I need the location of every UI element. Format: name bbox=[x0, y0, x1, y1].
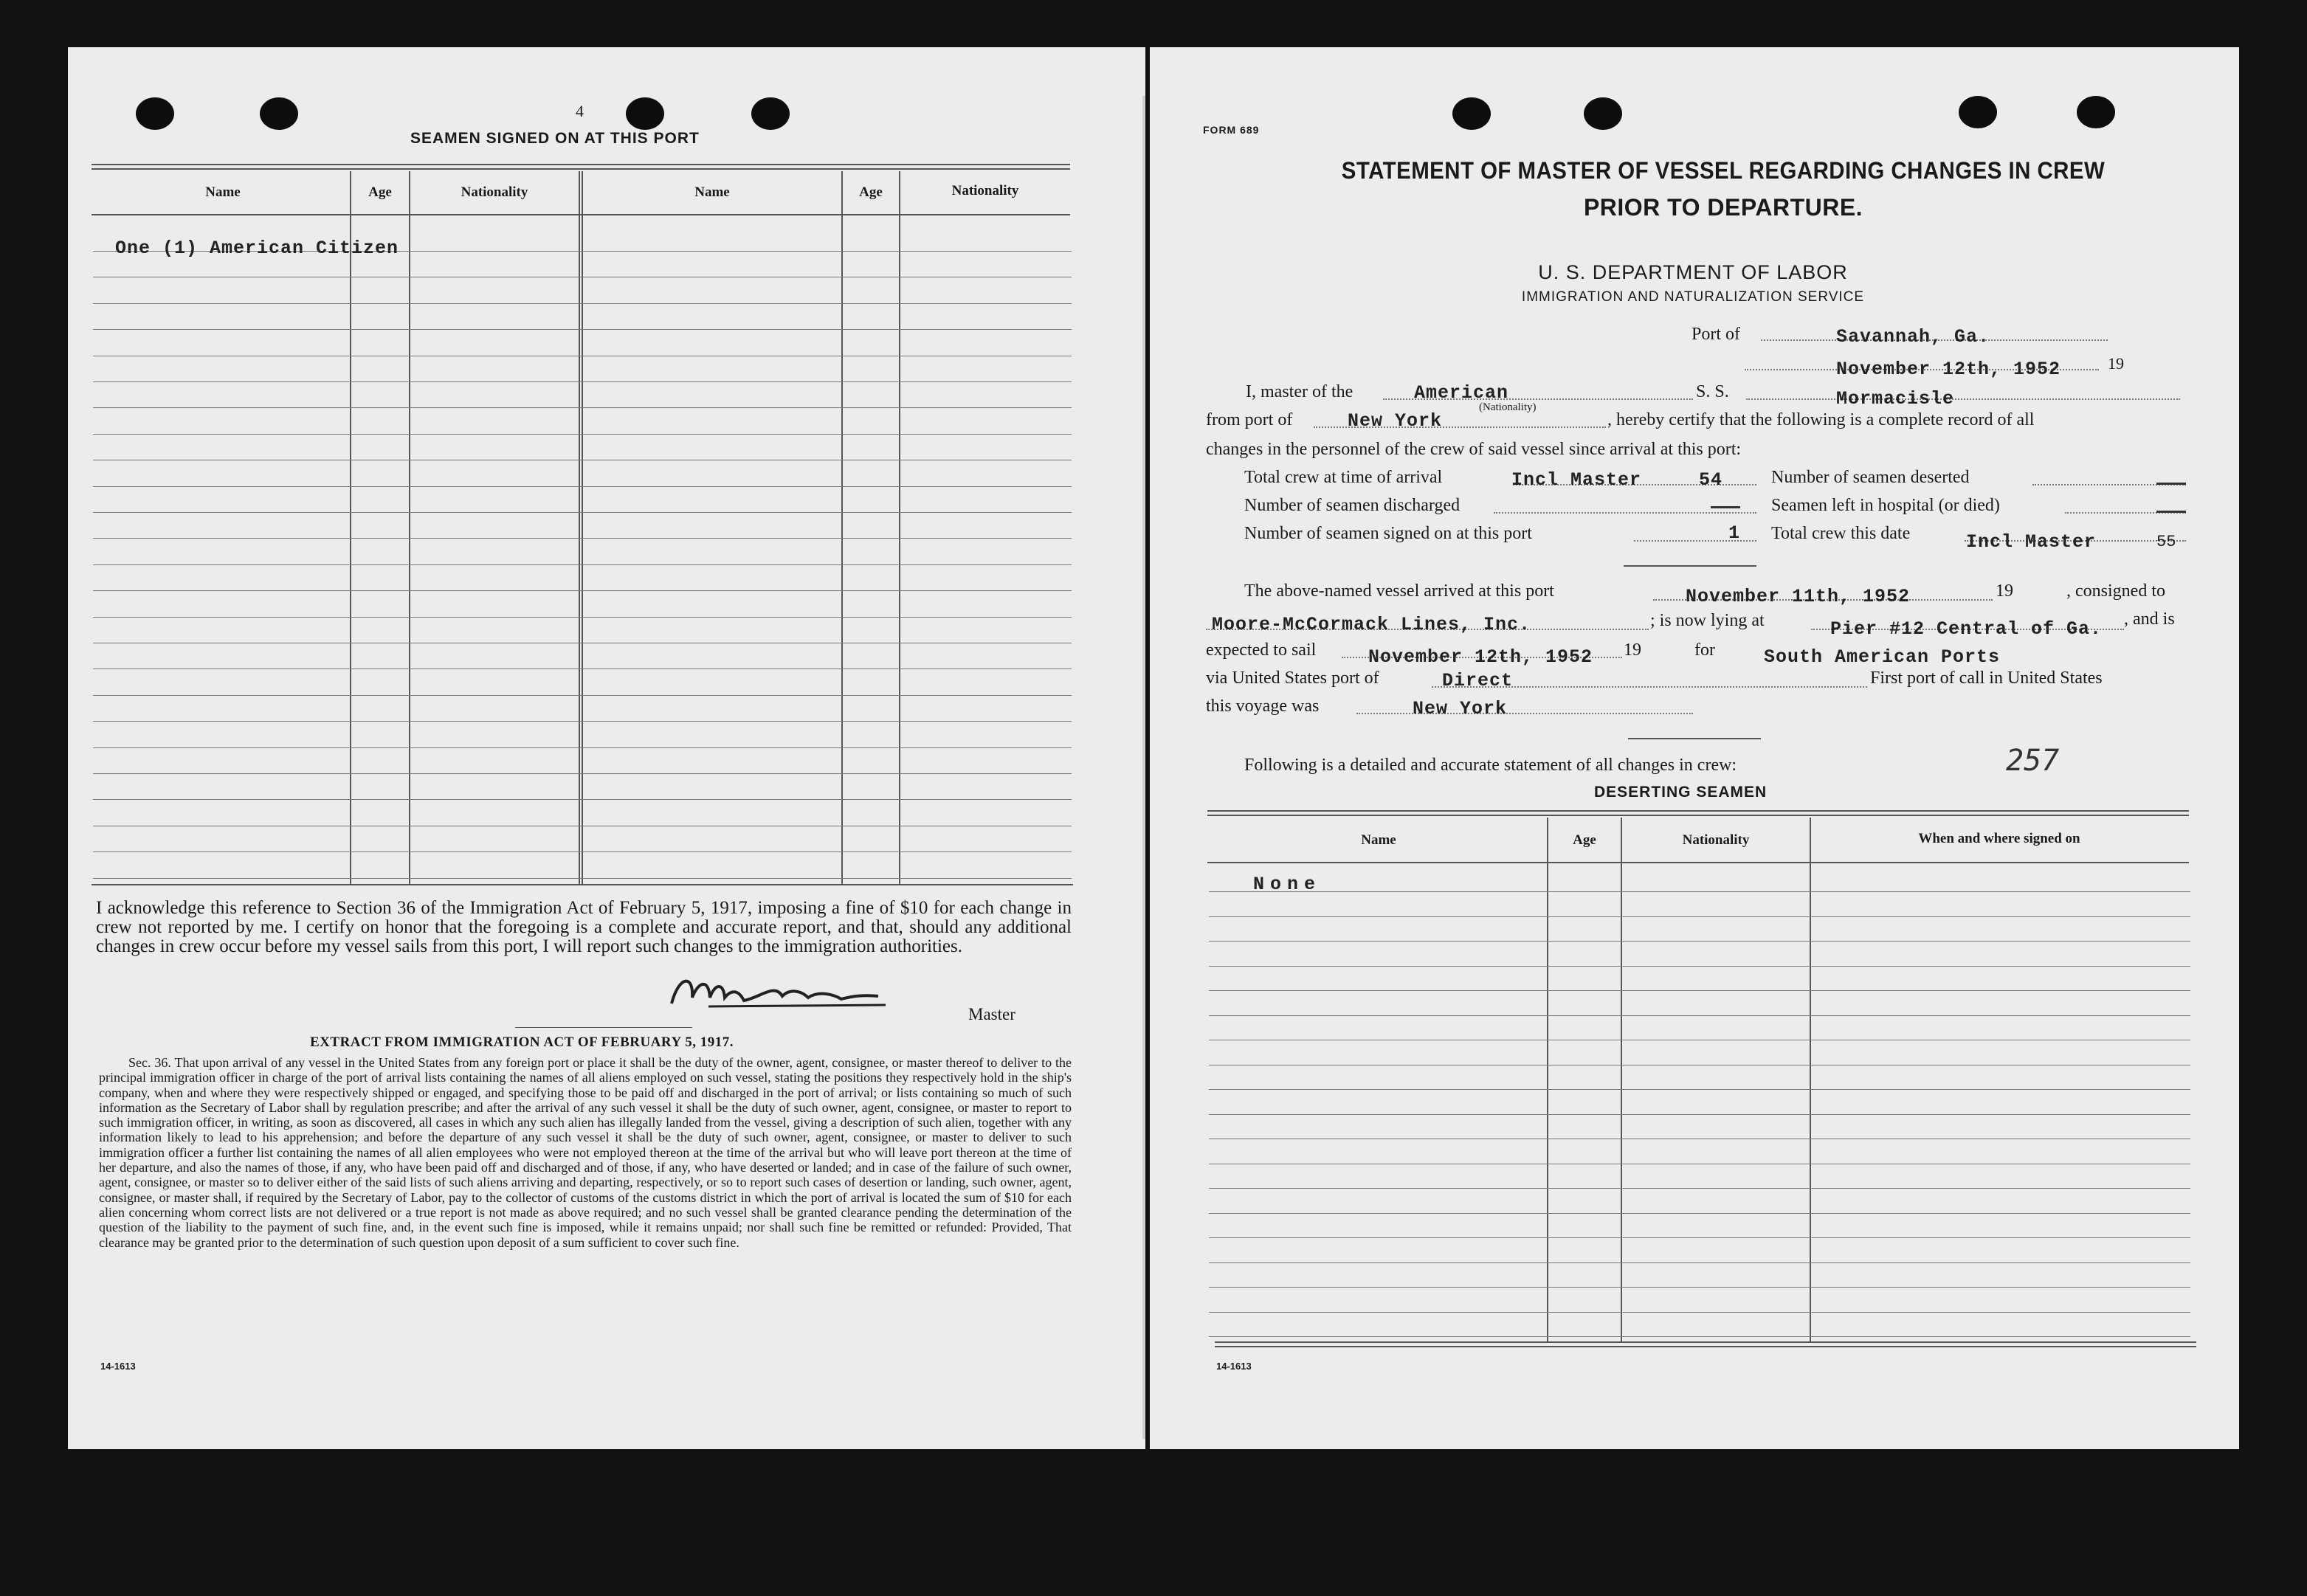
table-row bbox=[1209, 1287, 2190, 1288]
table-row bbox=[93, 747, 1072, 748]
table-row bbox=[1209, 1312, 2190, 1313]
via-label: via United States port of bbox=[1206, 669, 1379, 688]
master-of-label: I, master of the bbox=[1246, 382, 1353, 401]
ss-label: S. S. bbox=[1696, 382, 1729, 401]
table-row bbox=[1209, 1262, 2190, 1263]
department-name: U. S. DEPARTMENT OF LABOR bbox=[1538, 261, 1848, 283]
table-row bbox=[93, 721, 1072, 722]
deserted-label: Number of seamen deserted bbox=[1771, 468, 1970, 487]
extract-title: EXTRACT FROM IMMIGRATION ACT OF FEBRUARY 5, 1917. bbox=[310, 1034, 734, 1050]
arrived-value: November 11th, 1952 bbox=[1686, 586, 1911, 607]
col-header-desert-name: Name bbox=[1361, 832, 1396, 848]
master-signature-icon bbox=[664, 968, 900, 1012]
table-row bbox=[1209, 941, 2190, 942]
from-port-label: from port of bbox=[1206, 410, 1293, 429]
col-header-name-2: Name bbox=[694, 184, 730, 200]
punch-hole-icon bbox=[260, 97, 298, 130]
total-arrival-label: Total crew at time of arrival bbox=[1244, 468, 1443, 487]
col-header-name: Name bbox=[205, 184, 241, 200]
certify-text: , hereby certify that the following is a complete record of all bbox=[1607, 410, 2035, 429]
col-header-age-2: Age bbox=[859, 184, 883, 200]
table-row bbox=[1209, 916, 2190, 917]
total-arrival-num: 54 bbox=[1699, 469, 1723, 491]
certify-text-2: changes in the personnel of the crew of said vessel since arrival at this port: bbox=[1206, 440, 1742, 459]
nationality-caption: (Nationality) bbox=[1479, 401, 1537, 413]
punch-hole-icon bbox=[1959, 96, 1997, 128]
expected-value: November 12th, 1952 bbox=[1368, 646, 1593, 668]
form-code-right: 14-1613 bbox=[1216, 1361, 1252, 1372]
form-title-line2: PRIOR TO DEPARTURE. bbox=[1583, 194, 1863, 221]
col-header-desert-age: Age bbox=[1573, 832, 1596, 848]
table-row bbox=[93, 851, 1072, 852]
table-row bbox=[93, 695, 1072, 696]
lying-value: Pier #12 Central of Ga. bbox=[1830, 618, 2103, 640]
table-row bbox=[1209, 990, 2190, 991]
table-row bbox=[1209, 1237, 2190, 1238]
total-date-label: Total crew this date bbox=[1771, 524, 1911, 543]
page-spine bbox=[1142, 96, 1145, 1439]
first-port-label: First port of call in United States bbox=[1870, 669, 2103, 688]
date-value: November 12th, 1952 bbox=[1836, 359, 2061, 380]
table-row bbox=[93, 407, 1072, 408]
for-value: South American Ports bbox=[1764, 646, 2001, 668]
hospital-label: Seamen left in hospital (or died) bbox=[1771, 496, 2000, 515]
table-row bbox=[93, 486, 1072, 487]
arrived-year-prefix: 19 bbox=[1996, 581, 2013, 601]
handwritten-number: 257 bbox=[2006, 744, 2060, 778]
table-row bbox=[1209, 1336, 2190, 1337]
nationality-value: American bbox=[1414, 382, 1509, 404]
page-number: 4 bbox=[576, 102, 584, 120]
form-code-left: 14-1613 bbox=[100, 1361, 136, 1372]
hospital-dash bbox=[2156, 511, 2186, 513]
deserting-seamen-title: DESERTING SEAMEN bbox=[1594, 784, 1768, 801]
service-name: IMMIGRATION AND NATURALIZATION SERVICE bbox=[1521, 289, 1865, 305]
table-row bbox=[93, 538, 1072, 539]
punch-hole-icon bbox=[751, 97, 790, 130]
section-title: SEAMEN SIGNED ON AT THIS PORT bbox=[410, 130, 700, 147]
table-row bbox=[93, 329, 1072, 330]
table-row bbox=[1209, 1188, 2190, 1189]
port-label: Port of bbox=[1692, 325, 1740, 344]
table-row bbox=[1209, 1015, 2190, 1016]
col-header-nationality-2: Nationality bbox=[951, 183, 1019, 198]
signed-on-value: 1 bbox=[1728, 522, 1741, 544]
following-label: Following is a detailed and accurate statement of all changes in crew: bbox=[1244, 756, 1737, 775]
col-header-age: Age bbox=[368, 184, 392, 200]
form-title bbox=[1210, 152, 2236, 226]
table-row bbox=[93, 434, 1072, 435]
signed-on-label: Number of seamen signed on at this port bbox=[1244, 524, 1532, 543]
total-date-num: 55 bbox=[2156, 533, 2176, 551]
table-row bbox=[1209, 891, 2190, 892]
col-header-nationality: Nationality bbox=[461, 184, 528, 200]
punch-hole-icon bbox=[626, 97, 664, 130]
col-header-desert-nationality: Nationality bbox=[1682, 832, 1750, 848]
expected-label: expected to sail bbox=[1206, 640, 1317, 660]
punch-hole-icon bbox=[1584, 97, 1622, 130]
via-value: Direct bbox=[1442, 670, 1514, 691]
for-label: for bbox=[1694, 640, 1715, 660]
discharged-dash bbox=[1711, 506, 1740, 508]
form-title-line1: STATEMENT OF MASTER OF VESSEL REGARDING CHANGES IN CREW bbox=[1341, 157, 2106, 184]
total-date-value: Incl Master bbox=[1966, 531, 2097, 553]
table-row bbox=[93, 564, 1072, 565]
table-row bbox=[93, 799, 1072, 800]
col-header-when-where: When and where signed on bbox=[1918, 831, 2080, 846]
table-row bbox=[93, 773, 1072, 774]
punch-hole-icon bbox=[2077, 96, 2115, 128]
arrived-label: The above-named vessel arrived at this port bbox=[1244, 581, 1554, 601]
acknowledgement-text: I acknowledge this reference to Section 36 of the Immigration Act of February 5, 1917, imposing a fine of $10 for each change in crew not reported by me. I certify on honor that the foregoing is a complete and accurate report, and that, should any additional changes in crew occur before my vessel sails from this port, I will report such changes to the immigration authorities. bbox=[96, 898, 1072, 956]
lying-label: ; is now lying at bbox=[1650, 611, 1765, 630]
table-row-entry: One (1) American Citizen bbox=[115, 238, 399, 259]
punch-hole-icon bbox=[136, 97, 174, 130]
extract-text: Sec. 36. That upon arrival of any vessel in the United States from any foreign port or place it shall be the duty of the owner, agent, consignee, or master thereof to deliver to the principal immigration officer in charge of the port of arrival lists containing the names of all aliens employed on such vessel, stating the positions they respectively hold in the ship's company, when and where they were respectively shipped or engaged, and specifying those to be paid off and discharged in the port of arrival; or lists containing so much of such information as the Secretary of Labor shall by regulation prescribe; and after the arrival of any such vessel it shall be the duty of such owner, agent, consignee, or master to report to such immigration officer, in writing, as soon as discovered, all cases in which any such alien has illegally landed from the vessel, giving a description of such alien, together with any information likely to lead to his apprehension; and before the departure of any such vessel it shall be the duty of such owner, agent, consignee, or master to deliver to such immigration officer a further list containing the names of all alien employees who were not employed thereon at the time of the arrival but who will leave port thereon at the time of her departure, and also the names of those, if any, who have been paid off and discharged and of those, if any, who have deserted or landed; and in case of the failure of such owner, agent, consignee, or master so to deliver either of the said lists of such aliens arriving and departing, respectively, or so to report such cases of desertion or landing, such owner, agent, consignee, or master shall, if required by the Secretary of Labor, pay to the collector of customs of the customs district in which the port of arrival is located the sum of $10 for each alien concerning whom correct lists are not delivered or a true report is not made as above required; and no such vessel shall be granted clearance pending the determination of the question of the liability to the payment of such fine, and, in the event such fine is imposed, while it remains unpaid; nor shall such fine be remitted or refunded: Provided, That clearance may be granted prior to the determination of such question upon deposit of a sum sufficient to cover such fine. bbox=[99, 1055, 1072, 1250]
consignee-value: Moore-McCormack Lines, Inc. bbox=[1212, 614, 1531, 635]
expected-year-prefix: 19 bbox=[1624, 640, 1641, 660]
consigned-label: , consigned to bbox=[2066, 581, 2165, 601]
voyage-label: this voyage was bbox=[1206, 697, 1320, 716]
port-value: Savannah, Ga. bbox=[1836, 326, 1990, 348]
year-prefix: 19 bbox=[2108, 354, 2124, 373]
form-number: FORM 689 bbox=[1203, 124, 1260, 136]
table-row bbox=[93, 878, 1072, 879]
table-row bbox=[93, 512, 1072, 513]
table-row bbox=[93, 381, 1072, 382]
from-port-value: New York bbox=[1348, 410, 1443, 432]
table-row bbox=[1209, 966, 2190, 967]
and-is-label: , and is bbox=[2124, 609, 2175, 629]
voyage-value: New York bbox=[1413, 698, 1508, 719]
master-label: Master bbox=[968, 1005, 1015, 1023]
table-row bbox=[1209, 1089, 2190, 1090]
table-row bbox=[93, 590, 1072, 591]
total-arrival-value: Incl Master bbox=[1511, 469, 1642, 491]
table-row bbox=[1209, 1213, 2190, 1214]
deserted-dash bbox=[2156, 483, 2186, 485]
ship-name: Mormacisle bbox=[1836, 388, 1955, 410]
table-row bbox=[93, 617, 1072, 618]
table-row bbox=[93, 303, 1072, 304]
punch-hole-icon bbox=[1452, 97, 1491, 130]
right-page bbox=[1150, 47, 2239, 1449]
discharged-label: Number of seamen discharged bbox=[1244, 496, 1461, 515]
table-row bbox=[1209, 1114, 2190, 1115]
table-row-entry: None bbox=[1253, 874, 1322, 895]
